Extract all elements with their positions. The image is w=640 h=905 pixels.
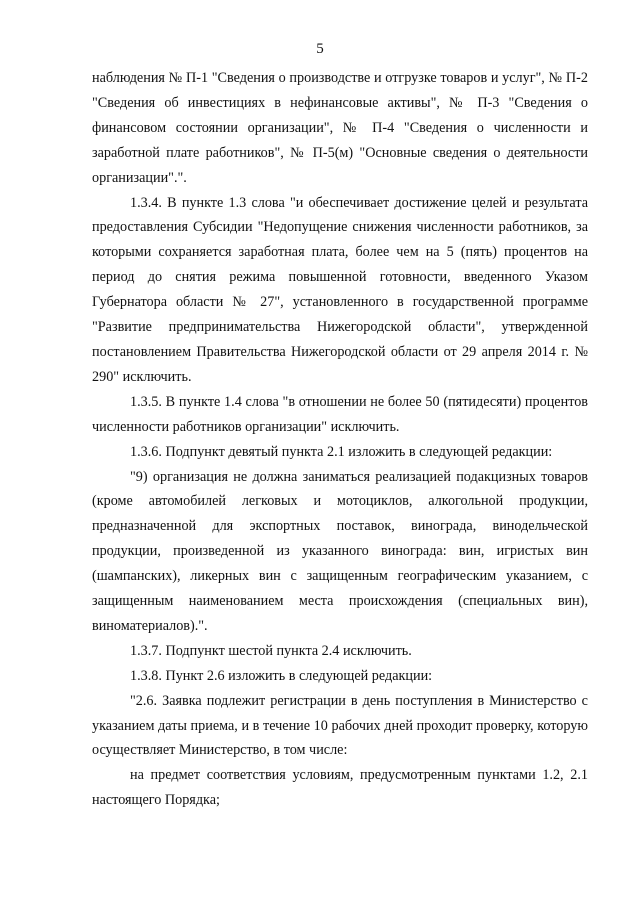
page-number: 5 <box>316 41 324 57</box>
paragraph-item-9: "9) организация не должна заниматься реализацией подакцизных товаров (кроме автомобилей легковых и мотоциклов, алкогольной продукции, предназначенной для экспортных поставок, винограда, винодельческой продукции, произведенной из указанного винограда: вин, игристых вин (шампанских), ликерных вин с защищенным географическим указанием, с защищенным наименованием места происхождения (специальных вин), виноматериалов).". <box>92 468 588 634</box>
paragraph-1-3-6: 1.3.6. Подпункт девятый пункта 2.1 изложить в следующей редакции: <box>130 443 553 460</box>
document-body <box>92 66 588 813</box>
paragraph-conditions: на предмет соответствия условиям, предусмотренным пунктами 1.2, 2.1 настоящего Порядка; <box>92 767 588 809</box>
paragraph-continuation: наблюдения № П-1 "Сведения о производстве и отгрузке товаров и услуг", № П-2 "Сведения об инвестициях в нефинансовые активы", № П-3 "Сведения о финансовом состоянии организации", № П-4 "Сведения о численности и заработной плате работников", № П-5(м) "Основные сведения о деятельности организации".". <box>92 70 588 186</box>
paragraph-2-6: "2.6. Заявка подлежит регистрации в день поступления в Министерство с указанием даты приема, и в течение 10 рабочих дней проходит проверку, которую осуществляет Министерство, в том числе: <box>92 692 588 759</box>
paragraph-1-3-5: 1.3.5. В пункте 1.4 слова "в отношении не более 50 (пятидесяти) процентов численности работников организации" исключить. <box>92 393 588 435</box>
paragraph-1-3-4: 1.3.4. В пункте 1.3 слова "и обеспечивает достижение целей и результата предоставления Субсидии "Недопущение снижения численности работников, за которыми сохраняется заработная плата, более чем на 5 (пять) процентов на период до снятия режима повышенной готовности, введенного Указом Губернатора области № 27", установленного в государственной программе "Развитие предпринимательства Нижегородской области", утвержденной постановлением Правительства Нижегородской области от 29 апреля 2014 г. № 290" исключить. <box>92 194 588 385</box>
paragraph-1-3-8: 1.3.8. Пункт 2.6 изложить в следующей редакции: <box>130 667 433 684</box>
paragraph-1-3-7: 1.3.7. Подпункт шестой пункта 2.4 исключить. <box>130 642 412 659</box>
